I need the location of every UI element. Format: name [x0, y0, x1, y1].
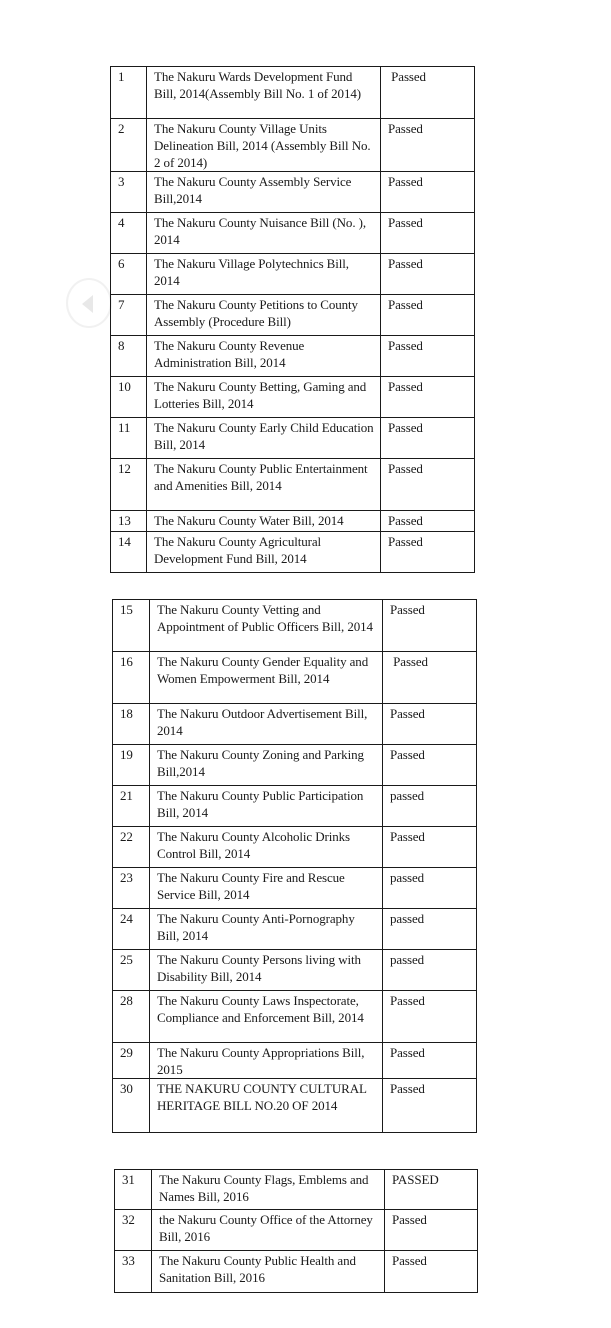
bill-status: Passed: [381, 119, 475, 172]
bill-status: Passed: [383, 1043, 477, 1079]
bill-number: 4: [111, 213, 147, 254]
bill-number: 29: [113, 1043, 150, 1079]
bill-number: 10: [111, 377, 147, 418]
bill-number: 12: [111, 459, 147, 511]
table-row: [115, 1251, 478, 1293]
bill-status: Passed: [381, 295, 475, 336]
bill-number: 22: [113, 827, 150, 868]
bill-number: 1: [111, 67, 147, 119]
table-row: [111, 511, 475, 532]
bill-title: The Nakuru Village Polytechnics Bill, 2014: [147, 254, 381, 295]
bill-number: 15: [113, 600, 150, 652]
table-row: [113, 652, 477, 704]
table-row: [113, 704, 477, 745]
bill-title: The Nakuru County Early Child Education Bill, 2014: [147, 418, 381, 459]
bill-status: Passed: [383, 704, 477, 745]
bill-number: 23: [113, 868, 150, 909]
table-row: [111, 119, 475, 172]
bills-table-3: [114, 1169, 478, 1293]
bill-status: Passed: [381, 532, 475, 573]
bills-table-2: [112, 599, 477, 1133]
bill-status: passed: [383, 786, 477, 827]
table-row: [113, 1079, 477, 1133]
bill-number: 16: [113, 652, 150, 704]
bill-number: 11: [111, 418, 147, 459]
previous-page-button[interactable]: [66, 278, 112, 328]
bill-title: The Nakuru County Laws Inspectorate, Compliance and Enforcement Bill, 2014: [150, 991, 383, 1043]
bill-status: passed: [383, 950, 477, 991]
bill-number: 32: [115, 1210, 152, 1251]
table-row: [111, 254, 475, 295]
table-row: [111, 172, 475, 213]
bill-title: The Nakuru County Agricultural Development Fund Bill, 2014: [147, 532, 381, 573]
bill-title: The Nakuru County Revenue Administration Bill, 2014: [147, 336, 381, 377]
bill-status: passed: [383, 868, 477, 909]
bill-title: the Nakuru County Office of the Attorney Bill, 2016: [152, 1210, 385, 1251]
bill-status: passed: [383, 909, 477, 950]
bill-number: 6: [111, 254, 147, 295]
table-row: [111, 377, 475, 418]
table-row: [113, 600, 477, 652]
bill-number: 14: [111, 532, 147, 573]
bill-status: Passed: [383, 991, 477, 1043]
bill-title: The Nakuru County Persons living with Disability Bill, 2014: [150, 950, 383, 991]
bill-number: 13: [111, 511, 147, 532]
table-row: [113, 868, 477, 909]
bill-number: 19: [113, 745, 150, 786]
bill-number: 31: [115, 1170, 152, 1210]
table-row: [113, 950, 477, 991]
bill-title: The Nakuru County Appropriations Bill, 2015: [150, 1043, 383, 1079]
bill-title: The Nakuru County Assembly Service Bill,2014: [147, 172, 381, 213]
bill-title: The Nakuru County Water Bill, 2014: [147, 511, 381, 532]
bill-number: 24: [113, 909, 150, 950]
bill-status: Passed: [385, 1251, 478, 1293]
bill-title: The Nakuru County Flags, Emblems and Names Bill, 2016: [152, 1170, 385, 1210]
bill-title: THE NAKURU COUNTY CULTURAL HERITAGE BILL NO.20 OF 2014: [150, 1079, 383, 1133]
bill-number: 18: [113, 704, 150, 745]
bill-number: 33: [115, 1251, 152, 1293]
bill-status: PASSED: [385, 1170, 478, 1210]
table-row: [113, 827, 477, 868]
table-row: [111, 213, 475, 254]
table-row: [113, 1043, 477, 1079]
bill-title: The Nakuru County Zoning and Parking Bill,2014: [150, 745, 383, 786]
bill-status: Passed: [383, 600, 477, 652]
bill-status: Passed: [381, 254, 475, 295]
bill-title: The Nakuru County Public Participation Bill, 2014: [150, 786, 383, 827]
bill-title: The Nakuru County Public Entertainment and Amenities Bill, 2014: [147, 459, 381, 511]
table-row: [111, 418, 475, 459]
bill-title: The Nakuru County Vetting and Appointment of Public Officers Bill, 2014: [150, 600, 383, 652]
bill-title: The Nakuru County Fire and Rescue Service Bill, 2014: [150, 868, 383, 909]
bill-status: Passed: [383, 652, 477, 704]
bill-status: Passed: [381, 336, 475, 377]
bill-title: The Nakuru County Nuisance Bill (No. ), 2014: [147, 213, 381, 254]
bill-number: 30: [113, 1079, 150, 1133]
bill-status: Passed: [383, 745, 477, 786]
bill-status: Passed: [381, 459, 475, 511]
bill-status: Passed: [383, 1079, 477, 1133]
table-row: [113, 745, 477, 786]
table-row: [111, 67, 475, 119]
table-row: [113, 909, 477, 950]
table-row: [111, 295, 475, 336]
table-row: [115, 1170, 478, 1210]
table-row: [113, 786, 477, 827]
bill-status: Passed: [381, 67, 475, 119]
bill-title: The Nakuru Outdoor Advertisement Bill, 2014: [150, 704, 383, 745]
bill-number: 21: [113, 786, 150, 827]
bill-status: Passed: [385, 1210, 478, 1251]
bill-number: 28: [113, 991, 150, 1043]
chevron-left-icon: [82, 295, 93, 313]
table-row: [115, 1210, 478, 1251]
bill-number: 25: [113, 950, 150, 991]
bill-status: Passed: [381, 172, 475, 213]
bill-title: The Nakuru County Village Units Delineation Bill, 2014 (Assembly Bill No. 2 of 2014): [147, 119, 381, 172]
bills-table-1: [110, 66, 475, 573]
bill-title: The Nakuru County Alcoholic Drinks Control Bill, 2014: [150, 827, 383, 868]
bill-status: Passed: [381, 511, 475, 532]
bill-number: 2: [111, 119, 147, 172]
bill-status: Passed: [381, 418, 475, 459]
bill-status: Passed: [381, 213, 475, 254]
bill-status: Passed: [381, 377, 475, 418]
bill-title: The Nakuru County Anti-Pornography Bill, 2014: [150, 909, 383, 950]
bill-number: 8: [111, 336, 147, 377]
bill-number: 7: [111, 295, 147, 336]
bill-title: The Nakuru County Gender Equality and Women Empowerment Bill, 2014: [150, 652, 383, 704]
bill-title: The Nakuru County Betting, Gaming and Lotteries Bill, 2014: [147, 377, 381, 418]
bill-title: The Nakuru County Public Health and Sanitation Bill, 2016: [152, 1251, 385, 1293]
table-row: [111, 532, 475, 573]
bill-title: The Nakuru County Petitions to County Assembly (Procedure Bill): [147, 295, 381, 336]
bill-status: Passed: [383, 827, 477, 868]
table-row: [113, 991, 477, 1043]
bill-number: 3: [111, 172, 147, 213]
table-row: [111, 336, 475, 377]
table-row: [111, 459, 475, 511]
bill-title: The Nakuru Wards Development Fund Bill, 2014(Assembly Bill No. 1 of 2014): [147, 67, 381, 119]
